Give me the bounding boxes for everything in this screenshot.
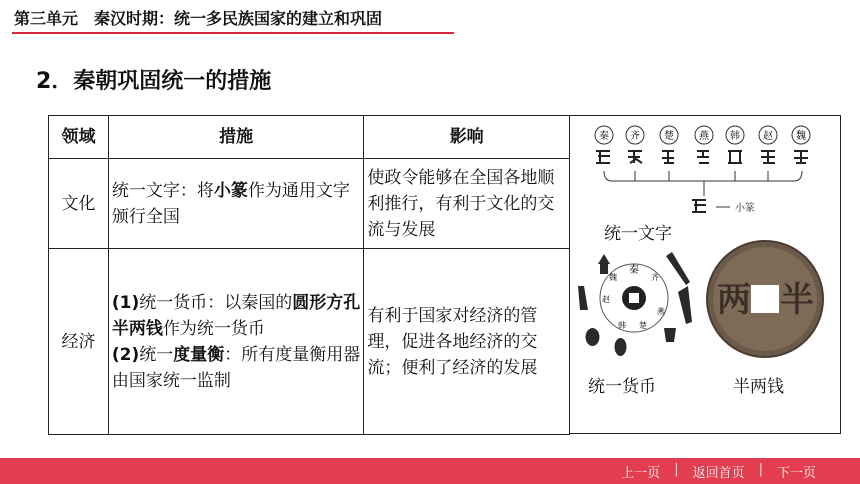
small-seal-label: 小篆 <box>735 203 755 214</box>
state-circles <box>595 126 810 144</box>
small-seal-result <box>692 200 755 214</box>
header-domain: 领域 <box>49 116 109 159</box>
state-label: 楚 <box>664 131 674 142</box>
central-coin <box>600 263 668 332</box>
measure-currency-key: 圆形方孔半两钱 <box>111 292 361 339</box>
home-link[interactable]: 返回首页 <box>692 466 745 481</box>
state-circle <box>759 126 777 144</box>
impact-economy: 有利于国家对经济的管理，促进各地经济的交流；便利了经济的发展 <box>364 249 570 435</box>
ancient-script-glyphs <box>596 151 808 163</box>
unit-title-underline <box>12 32 454 34</box>
coin-char-liang: 两 <box>717 280 751 320</box>
currency-diagram <box>578 252 692 356</box>
measure-measures-num: (2) <box>111 344 140 365</box>
measure-culture-key: 小篆 <box>213 180 248 201</box>
measure-culture-post: 作为通用文字颁行全国 <box>111 180 350 227</box>
footer-bar <box>0 458 860 484</box>
state-label: 燕 <box>699 131 709 142</box>
table-header-row <box>49 116 570 159</box>
impact-culture: 使政令能够在全国各地顺利推行，有利于文化的交流与发展 <box>364 159 570 249</box>
caption-half-liang: 半两钱 <box>733 377 784 397</box>
state-circle <box>660 126 678 144</box>
caption-unify-currency: 统一货币 <box>588 377 656 397</box>
measure-measures-key: 度量衡 <box>173 344 225 365</box>
coin-char-ban: 半 <box>780 280 814 320</box>
table-row-culture <box>49 159 570 249</box>
header-impact: 影响 <box>364 116 570 159</box>
unit-title: 第三单元 秦汉时期：统一多民族国家的建立和巩固 <box>14 9 383 28</box>
measure-currency-post: 作为统一货币 <box>162 318 265 339</box>
illustration-panel <box>570 115 841 434</box>
coin-state-label: 魏 <box>609 273 617 282</box>
measure-currency <box>112 290 360 342</box>
prev-page-link[interactable]: 上一页 <box>621 466 661 481</box>
coin-state-label: 齐 <box>651 273 659 282</box>
measure-measures-pre: 统一 <box>139 344 174 365</box>
section-title: 2．秦朝巩固统一的措施 <box>36 69 272 94</box>
caption-unify-script: 统一文字 <box>604 224 672 244</box>
measure-culture-pre: 统一文字：将 <box>111 180 214 201</box>
coin-state-label: 韩 <box>618 321 626 330</box>
state-circle <box>792 126 810 144</box>
domain-economy: 经济 <box>49 249 109 435</box>
state-circle <box>626 126 644 144</box>
domain-culture: 文化 <box>49 159 109 249</box>
measure-economy <box>108 249 363 435</box>
nav-separator: | <box>758 462 763 477</box>
measure-currency-pre: 统一货币：以秦国的 <box>139 292 293 313</box>
footer-nav <box>607 462 830 481</box>
header-measure: 措施 <box>108 116 363 159</box>
next-page-link[interactable]: 下一页 <box>776 466 816 481</box>
nav-separator: | <box>674 462 679 477</box>
coin-state-label: 楚 <box>639 321 647 330</box>
measure-measures <box>112 342 360 394</box>
measure-measures-post: ：所有度量衡用器由国家统一监制 <box>111 344 361 391</box>
half-liang-coin <box>707 241 823 357</box>
coin-state-label: 燕 <box>657 307 665 316</box>
state-label: 齐 <box>630 131 640 142</box>
state-label: 韩 <box>730 131 740 142</box>
state-label: 秦 <box>599 131 609 142</box>
state-label: 魏 <box>796 131 806 142</box>
state-label: 赵 <box>763 131 773 142</box>
coin-state-label: 赵 <box>602 295 610 304</box>
state-circle <box>726 126 744 144</box>
measures-table <box>48 115 570 435</box>
measure-currency-num: (1) <box>111 292 140 313</box>
coin-state-label: 秦 <box>629 265 639 276</box>
bracket-lines <box>604 171 802 196</box>
state-circle <box>595 126 613 144</box>
table-row-economy <box>49 249 570 435</box>
state-circle <box>695 126 713 144</box>
measure-culture <box>108 159 363 249</box>
